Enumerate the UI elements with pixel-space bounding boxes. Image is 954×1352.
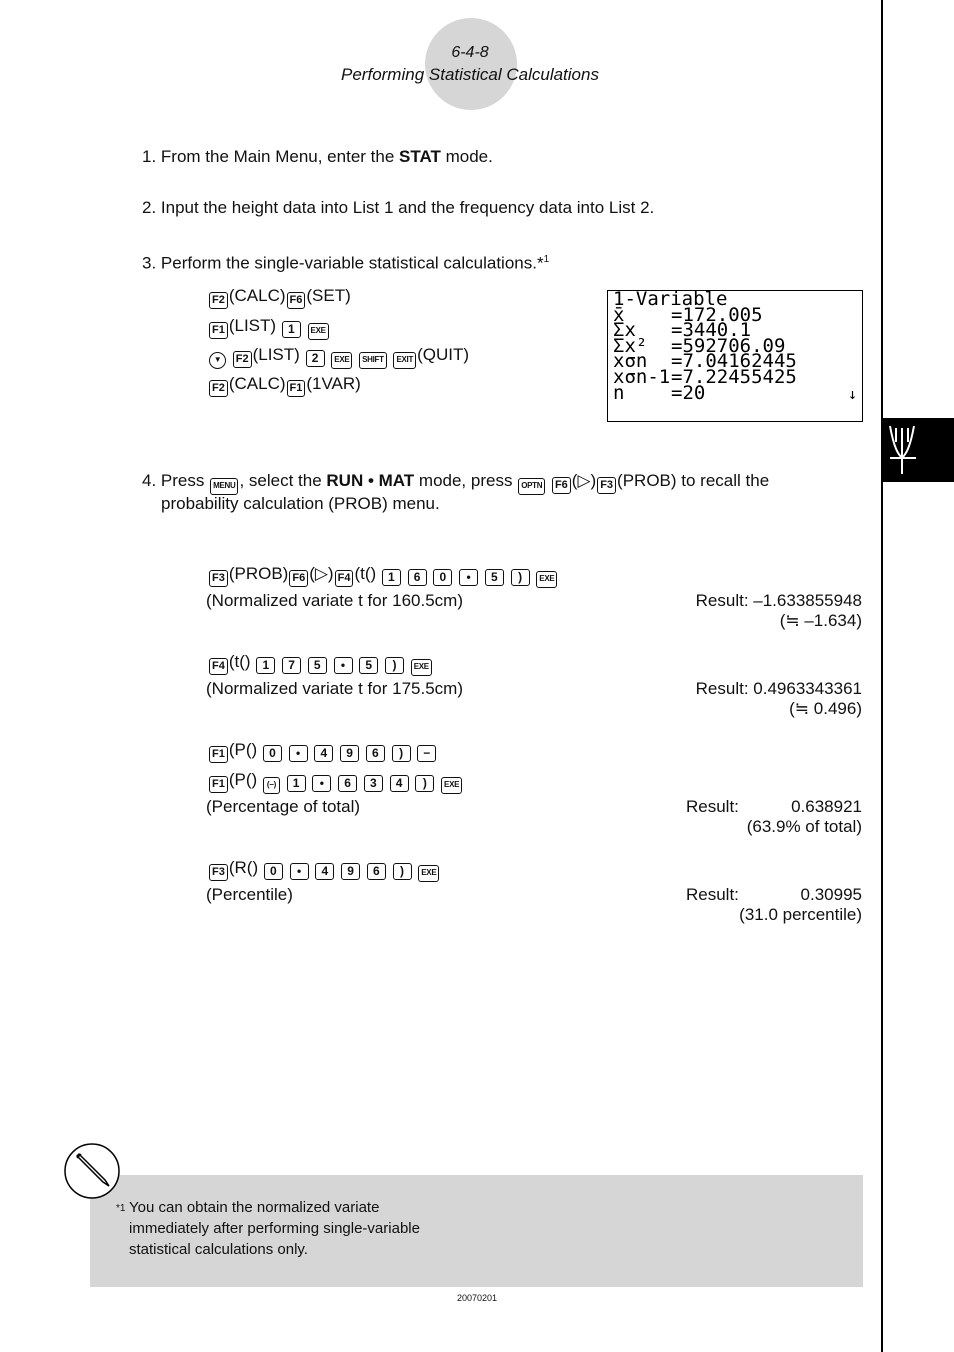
calc-3-approx: (63.9% of total) <box>746 817 862 836</box>
f3-key: F3 <box>209 864 228 881</box>
footnote-text <box>116 1197 420 1260</box>
digit-1-key: 1 <box>256 657 275 674</box>
step-1 <box>142 147 493 167</box>
step-4-text-3: mode, press <box>414 471 518 490</box>
f3-key: F3 <box>597 477 616 494</box>
negative-key: (−) <box>263 777 280 794</box>
digit-1-key: 1 <box>382 569 401 586</box>
keystroke-line-1 <box>208 286 351 309</box>
exe-key: EXE <box>536 571 557 588</box>
f2-key: F2 <box>233 351 252 368</box>
t-function-label: (t() <box>228 652 251 671</box>
header-circle <box>425 18 517 110</box>
calc-4-result-value: 0.30995 <box>800 885 862 904</box>
calc-4-approx: (31.0 percentile) <box>739 905 862 924</box>
calc-1-description: (Normalized variate t for 160.5cm) <box>206 591 463 610</box>
footnote-marker: *1 <box>116 1203 126 1214</box>
digit-5-key: 5 <box>308 657 327 674</box>
exe-key: EXE <box>418 865 439 882</box>
screen-row-label: xσn <box>613 350 648 373</box>
dot-key: • <box>334 657 353 674</box>
digit-3-key: 3 <box>364 775 383 792</box>
rparen-key: ) <box>385 657 404 674</box>
calc-3-result-label: Result: <box>686 797 739 816</box>
f4-key: F4 <box>209 658 228 675</box>
stat-mode-name: STAT <box>399 147 441 166</box>
page-title: Performing Statistical Calculations <box>341 65 599 84</box>
digit-2-key: 2 <box>306 350 325 367</box>
menu-key: MENU <box>210 478 238 495</box>
digit-5-key: 5 <box>359 657 378 674</box>
digit-1-key: 1 <box>287 775 306 792</box>
screen-row-value: =172.005 <box>671 303 763 326</box>
exe-key: EXE <box>331 352 352 369</box>
screen-row-value: =592706.09 <box>671 334 786 357</box>
screen-title: 1-Variable <box>613 288 728 310</box>
calc-3-keystrokes-a <box>208 740 437 763</box>
f1-key: F1 <box>209 746 228 763</box>
quit-label: (QUIT) <box>417 345 470 364</box>
keystroke-line-3 <box>208 345 469 369</box>
calc-label: (CALC) <box>228 374 286 393</box>
next-menu-label: (▷) <box>571 471 597 490</box>
screen-row-label: n <box>613 381 625 404</box>
chapter-tab <box>882 418 954 482</box>
step-4-text: 4. Press <box>142 471 210 490</box>
stat-chapter-icon <box>882 418 954 482</box>
digit-4-key: 4 <box>314 745 333 762</box>
exe-key: EXE <box>411 659 432 676</box>
list-label: (LIST) <box>228 316 277 335</box>
step-3 <box>142 250 549 274</box>
footnote-line: statistical calculations only. <box>129 1241 308 1258</box>
digit-6-key: 6 <box>408 569 427 586</box>
dot-key: • <box>459 569 478 586</box>
digit-1-key: 1 <box>282 321 301 338</box>
pencil-note-icon <box>63 1142 121 1200</box>
digit-6-key: 6 <box>367 863 386 880</box>
f6-key: F6 <box>287 292 306 309</box>
digit-6-key: 6 <box>366 745 385 762</box>
digit-7-key: 7 <box>282 657 301 674</box>
f1-key: F1 <box>209 322 228 339</box>
t-function-label: (t() <box>354 564 377 583</box>
page-edge-rule <box>881 0 883 1352</box>
screen-row-value: =20 <box>671 381 706 404</box>
screen-row-label: Σx <box>613 319 636 342</box>
f1-key: F1 <box>287 380 306 397</box>
digit-6-key: 6 <box>338 775 357 792</box>
calc-2-result: Result: 0.4963343361 <box>695 679 862 698</box>
f2-key: F2 <box>209 292 228 309</box>
calc-1-keystrokes <box>208 564 558 588</box>
screen-row-label: Σx² <box>613 334 648 357</box>
digit-0-key: 0 <box>264 863 283 880</box>
calc-3-description: (Percentage of total) <box>206 797 361 816</box>
cursor-down-key: ▼ <box>209 352 226 369</box>
step-4-text-4: (PROB) to recall the <box>617 471 770 490</box>
rparen-key: ) <box>415 775 434 792</box>
footnote-line: immediately after performing single-variable <box>129 1220 420 1237</box>
exit-key: EXIT <box>393 352 416 369</box>
digit-0-key: 0 <box>263 745 282 762</box>
minus-key: − <box>417 745 436 762</box>
dot-key: • <box>290 863 309 880</box>
list-label: (LIST) <box>252 345 300 364</box>
calculator-screen <box>607 290 863 422</box>
page-number: 6-4-8 <box>451 44 489 61</box>
dot-key: • <box>289 745 308 762</box>
f6-key: F6 <box>289 570 308 587</box>
digit-4-key: 4 <box>315 863 334 880</box>
run-mat-mode-name: RUN • MAT <box>326 471 415 490</box>
calc-4-result-label: Result: <box>686 885 739 904</box>
calc-2-description: (Normalized variate t for 175.5cm) <box>206 679 463 698</box>
shift-key: SHIFT <box>359 352 387 369</box>
screen-row-label: xσn-1 <box>613 365 671 388</box>
calc-2-keystrokes <box>208 652 433 676</box>
calc-3-result-value: 0.638921 <box>791 797 862 816</box>
exe-key: EXE <box>308 323 329 340</box>
keystroke-line-4 <box>208 374 361 397</box>
f2-key: F2 <box>209 380 228 397</box>
onevar-label: (1VAR) <box>306 374 361 393</box>
digit-4-key: 4 <box>390 775 409 792</box>
rparen-key: ) <box>393 863 412 880</box>
calc-4-description: (Percentile) <box>206 885 293 904</box>
screen-rows <box>613 303 857 404</box>
keystroke-line-2 <box>208 316 330 340</box>
p-function-label: (P() <box>228 770 258 789</box>
digit-9-key: 9 <box>340 745 359 762</box>
step-3-text: 3. Perform the single-variable statistical calculations.* <box>142 253 544 273</box>
dot-key: • <box>312 775 331 792</box>
calc-label: (CALC) <box>228 286 286 305</box>
step-4 <box>142 471 769 495</box>
calc-1-approx: (≒ –1.634) <box>779 611 862 630</box>
step-1-text: 1. From the Main Menu, enter the <box>142 147 400 166</box>
f6-key: F6 <box>552 477 571 494</box>
optn-key: OPTN <box>518 478 545 495</box>
step-2: 2. Input the height data into List 1 and the frequency data into List 2. <box>142 198 655 217</box>
prob-label: (PROB) <box>228 564 289 583</box>
calc-3-keystrokes-b <box>208 770 463 794</box>
screen-row <box>613 365 857 388</box>
scroll-down-arrow-icon: ↓ <box>847 385 857 404</box>
calc-2-approx: (≒ 0.496) <box>789 699 862 718</box>
screen-row-value: =7.04162445 <box>671 350 797 373</box>
rparen-key: ) <box>392 745 411 762</box>
digit-9-key: 9 <box>341 863 360 880</box>
r-function-label: (R() <box>228 858 259 877</box>
step-1-text-end: mode. <box>440 147 493 166</box>
footnote-line: You can obtain the normalized variate <box>129 1199 380 1216</box>
digit-0-key: 0 <box>433 569 452 586</box>
f3-key: F3 <box>209 570 228 587</box>
digit-5-key: 5 <box>485 569 504 586</box>
set-label: (SET) <box>306 286 351 305</box>
calc-4-keystrokes <box>208 858 440 882</box>
exe-key: EXE <box>441 777 462 794</box>
next-menu-label: (▷) <box>309 564 334 583</box>
step-4-line-2: probability calculation (PROB) menu. <box>161 494 440 513</box>
footnote-ref: 1 <box>543 254 550 265</box>
screen-row-value: =3440.1 <box>671 319 752 342</box>
rparen-key: ) <box>511 569 530 586</box>
footer-code: 20070201 <box>456 1293 498 1303</box>
p-function-label: (P() <box>228 740 258 759</box>
f1-key: F1 <box>209 776 228 793</box>
screen-row-value: =7.22455425 <box>671 365 797 388</box>
step-4-text-2: , select the <box>239 471 327 490</box>
calc-1-result: Result: –1.633855948 <box>695 591 862 610</box>
f4-key: F4 <box>335 570 354 587</box>
screen-row-label: x̄ <box>613 303 625 326</box>
